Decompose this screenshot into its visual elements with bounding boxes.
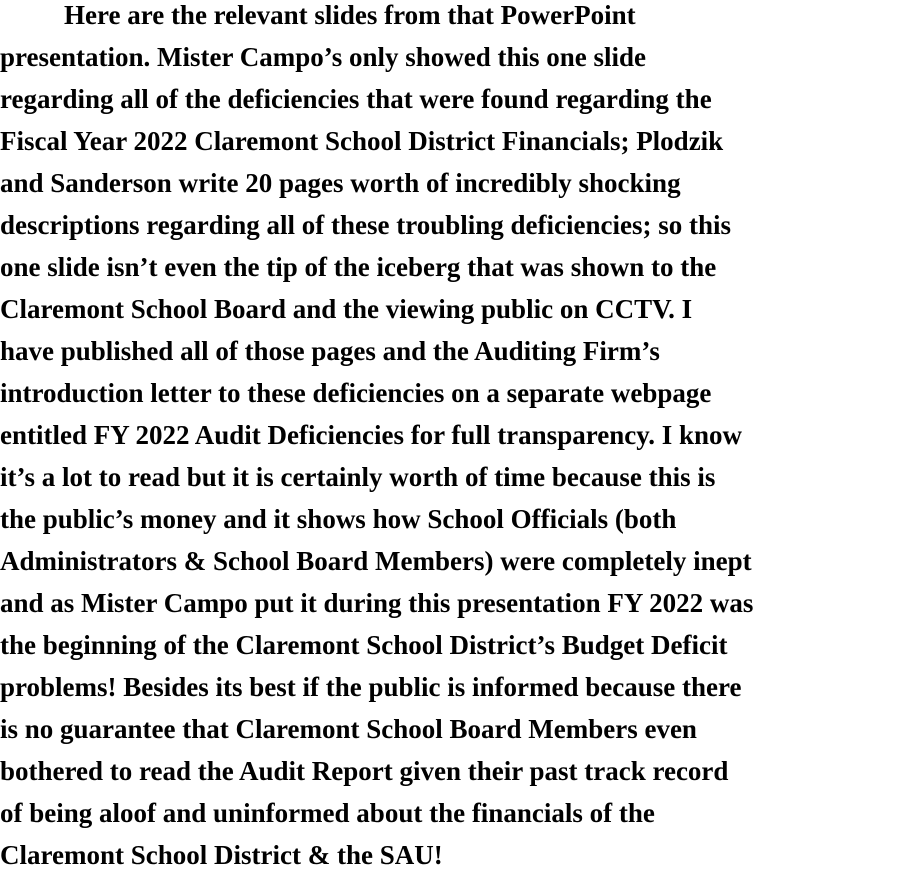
paragraph-line: the beginning of the Claremont School District’s Budget Deficit	[0, 630, 728, 660]
paragraph-line: Administrators & School Board Members) were completely inept	[0, 546, 752, 576]
paragraph-line: of being aloof and uninformed about the financials of the	[0, 798, 655, 828]
paragraph-line: presentation. Mister Campo’s only showed this one slide	[0, 42, 647, 72]
paragraph-line: Claremont School District & the SAU!	[0, 840, 443, 870]
paragraph-line: have published all of those pages and the Auditing Firm’s	[0, 336, 660, 366]
paragraph-line: the public’s money and it shows how School Officials (both	[0, 504, 677, 534]
paragraph-line: entitled FY 2022 Audit Deficiencies for full transparency. I know	[0, 420, 742, 450]
paragraph-line: problems! Besides its best if the public is informed because there	[0, 672, 742, 702]
paragraph-line: Here are the relevant slides from that PowerPoint	[64, 0, 636, 30]
paragraph-line: Fiscal Year 2022 Claremont School District Financials; Plodzik	[0, 126, 724, 156]
paragraph-line: Claremont School Board and the viewing public on CCTV. I	[0, 294, 693, 324]
paragraph-line: is no guarantee that Claremont School Board Members even	[0, 714, 697, 744]
paragraph-line: descriptions regarding all of these troubling deficiencies; so this	[0, 210, 731, 240]
paragraph-line: bothered to read the Audit Report given their past track record	[0, 756, 729, 786]
paragraph-line: regarding all of the deficiencies that were found regarding the	[0, 84, 712, 114]
paragraph-line: introduction letter to these deficiencies on a separate webpage	[0, 378, 712, 408]
paragraph-line: it’s a lot to read but it is certainly worth of time because this is	[0, 462, 716, 492]
paragraph-line: one slide isn’t even the tip of the iceberg that was shown to the	[0, 252, 717, 282]
paragraph-line: and as Mister Campo put it during this presentation FY 2022 was	[0, 588, 754, 618]
paragraph-line: and Sanderson write 20 pages worth of incredibly shocking	[0, 168, 681, 198]
